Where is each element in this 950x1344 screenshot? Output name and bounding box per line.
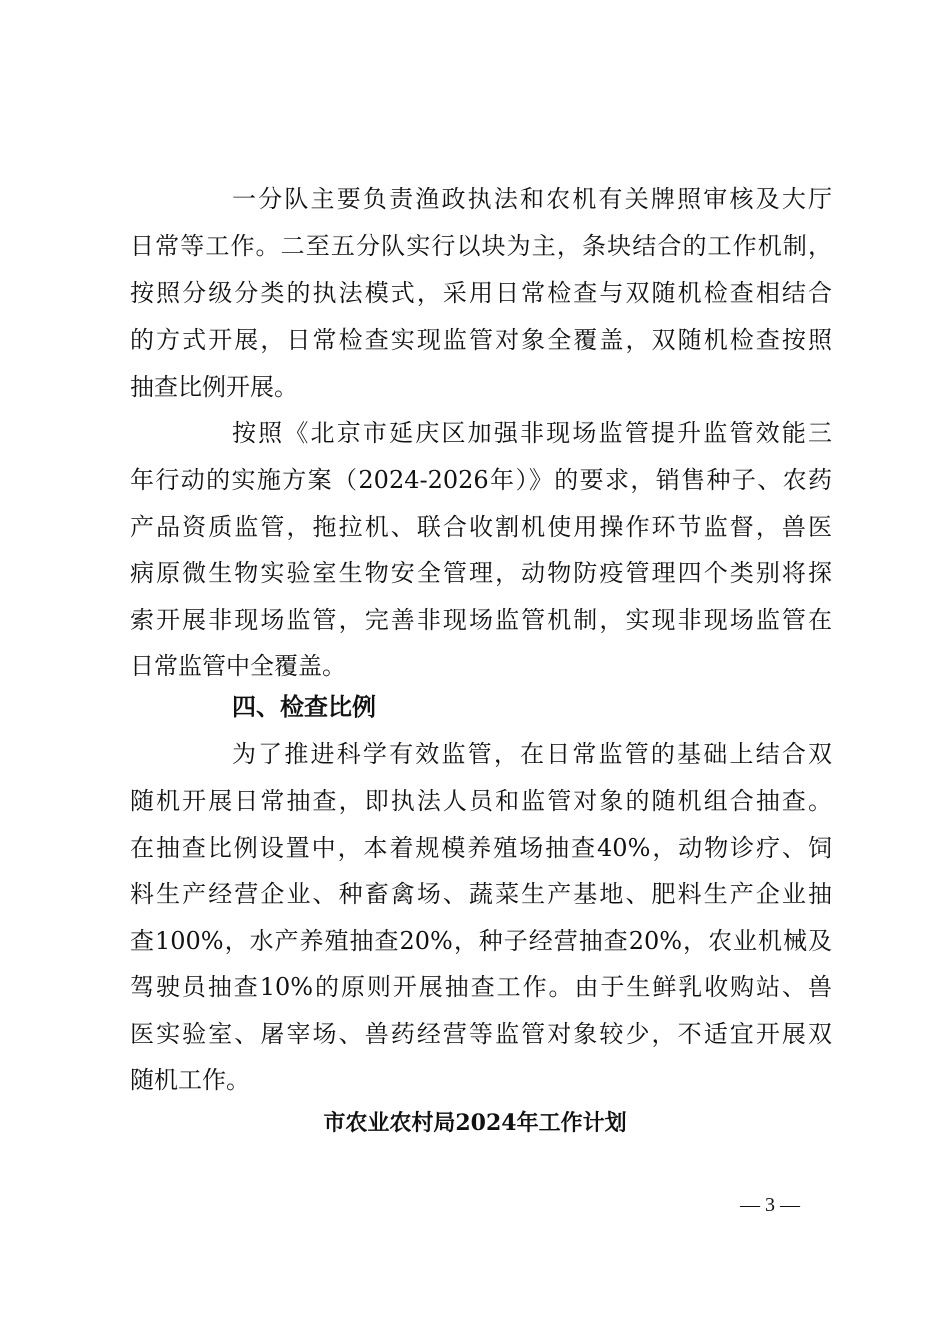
paragraph-2-line-3: 产品资质监管，拖拉机、联合收割机使用操作环节监督，兽医 xyxy=(130,513,832,541)
section-paragraph-line-6: 驾驶员抽查10%的原则开展抽查工作。由于生鲜乳收购站、兽 xyxy=(130,973,832,1001)
section-paragraph-line-1: 为了推进科学有效监管，在日常监管的基础上结合双 xyxy=(232,740,832,768)
section-paragraph-line-7: 医实验室、屠宰场、兽药经营等监管对象较少，不适宜开展双 xyxy=(130,1020,832,1048)
paragraph-1-line-4: 的方式开展，日常检查实现监管对象全覆盖，双随机检查按照 xyxy=(130,326,832,354)
section-paragraph-line-5: 查100%，水产养殖抽查20%，种子经营抽查20%，农业机械及 xyxy=(130,927,832,955)
paragraph-2-line-4: 病原微生物实验室生物安全管理，动物防疫管理四个类别将探 xyxy=(130,559,832,587)
page-number: — 3 — xyxy=(740,1194,800,1216)
footer-title: 市农业农村局2024年工作计划 xyxy=(323,1110,627,1136)
section-paragraph-line-2: 随机开展日常抽查，即执法人员和监管对象的随机组合抽查。 xyxy=(130,787,832,815)
paragraph-1-line-2: 日常等工作。二至五分队实行以块为主，条块结合的工作机制， xyxy=(130,232,832,260)
paragraph-1-line-5: 抽查比例开展。 xyxy=(130,373,298,401)
paragraph-2-line-5: 索开展非现场监管，完善非现场监管机制，实现非现场监管在 xyxy=(130,606,832,634)
paragraph-2-line-6: 日常监管中全覆盖。 xyxy=(130,652,346,680)
paragraph-2-line-2: 年行动的实施方案（2024-2026年）》的要求，销售种子、农药 xyxy=(130,466,832,494)
section-paragraph-line-4: 料生产经营企业、种畜禽场、蔬菜生产基地、肥料生产企业抽 xyxy=(130,880,832,908)
paragraph-1-line-3: 按照分级分类的执法模式，采用日常检查与双随机检查相结合 xyxy=(130,279,832,307)
section-heading: 四、检查比例 xyxy=(232,693,376,721)
section-paragraph-line-3: 在抽查比例设置中，本着规模养殖场抽查40%，动物诊疗、饲 xyxy=(130,834,832,862)
paragraph-1-line-1: 一分队主要负责渔政执法和农机有关牌照审核及大厅 xyxy=(232,185,832,213)
section-paragraph-line-8: 随机工作。 xyxy=(130,1066,250,1094)
paragraph-2-line-1: 按照《北京市延庆区加强非现场监管提升监管效能三 xyxy=(232,419,832,447)
